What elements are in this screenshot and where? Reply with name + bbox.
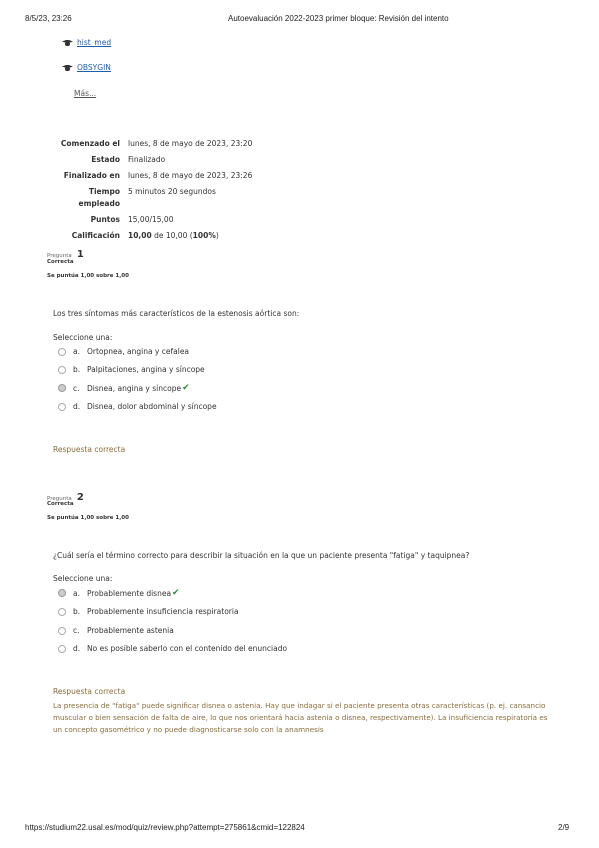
print-page-number: 2/9 [558,823,570,832]
option-text: Palpitaciones, angina y síncope [87,365,205,374]
answer-option[interactable] [58,365,205,374]
option-letter: d. [73,402,81,411]
option-letter: c. [73,383,80,393]
option-text: Probablemente insuficiencia respiratoria [87,607,239,616]
answer-option[interactable] [58,347,189,356]
radio-button[interactable] [58,608,66,616]
summary-label: Tiempo empleado [78,187,120,208]
option-letter: b. [73,607,81,616]
feedback-explanation: La presencia de "fatiga" puede significar disnea o astenia. Hay que indagar si el paciente presenta otras características (p. ej. cansancio muscular o bien sensación de falta de aire, lo que nos orientará hacia astenia o disnea, respectivamente). La insuficiencia respiratoria es un concepto gasométrico y no puede diagnosticarse solo con la anamnesis [53,701,548,734]
summary-value: lunes, 8 de mayo de 2023, 23:20 [128,139,253,148]
summary-label: Estado [91,155,120,164]
summary-row-grade [56,228,252,244]
grade-end: ) [215,231,219,240]
grade-percent: 100% [192,231,216,240]
radio-button[interactable] [58,645,66,653]
option-letter: a. [73,588,80,598]
checkmark-icon: ✔ [182,383,190,393]
summary-value: Finalizado [128,155,166,164]
summary-label: Comenzado el [60,139,120,148]
print-url: https://studium22.usal.es/mod/quiz/review.php?attempt=275861&cmid=122824 [25,823,305,832]
summary-label: Finalizado en [63,171,120,180]
summary-value: 15,00/15,00 [128,215,174,224]
summary-label: Calificación [71,231,120,240]
question-state: Correcta [47,259,74,265]
option-text: Probablemente disnea [87,588,172,598]
question-score: Se puntúa 1,00 sobre 1,00 [47,515,129,521]
grade-mid: de 10,00 ( [151,231,193,240]
question-label: Pregunta [47,496,72,502]
select-prompt: Seleccione una: [53,333,113,342]
grade-value: 10,00 [128,231,152,240]
option-letter: d. [73,644,81,653]
print-page-title: Autoevaluación 2022-2023 primer bloque: Revisión del intento [228,14,449,23]
radio-button[interactable] [58,403,66,411]
question-number: 2 [76,492,84,503]
radio-button[interactable] [58,627,66,635]
answer-option[interactable] [58,626,174,635]
graduation-cap-icon [62,64,73,72]
answer-option-selected[interactable] [58,588,180,598]
feedback-text: Respuesta correcta [53,687,126,696]
question-state: Correcta [47,501,74,507]
summary-row-time [56,184,252,212]
summary-row-points [56,212,252,228]
nav-link-label: hist_med [77,38,112,47]
attempt-summary-table [56,136,252,244]
summary-row-state [56,152,252,168]
graduation-cap-icon [62,39,73,47]
more-link[interactable]: Más... [74,89,97,98]
summary-value: 5 minutos 20 segundos [128,187,216,196]
option-letter: c. [73,626,80,635]
radio-button[interactable] [58,366,66,374]
radio-button-selected[interactable] [58,384,66,392]
answer-option[interactable] [58,644,287,653]
radio-button[interactable] [58,348,66,356]
question-number: 1 [76,249,84,260]
option-text: Probablemente astenia [87,626,174,635]
answer-option[interactable] [58,607,239,616]
question-text: ¿Cuál sería el término correcto para describir la situación en la que un paciente presenta "fatiga" y taquipnea? [53,551,470,560]
question-score: Se puntúa 1,00 sobre 1,00 [47,273,129,279]
question-text: Los tres síntomas más característicos de la estenosis aórtica son: [53,309,300,318]
summary-label: Puntos [90,215,120,224]
option-text: No es posible saberlo con el contenido del enunciado [87,644,288,653]
nav-link-obsygin[interactable] [62,63,111,72]
print-datetime: 8/5/23, 23:26 [25,14,72,23]
summary-row-started [56,136,252,152]
option-text: Disnea, angina y síncope [87,383,182,393]
checkmark-icon: ✔ [172,588,180,598]
option-letter: b. [73,365,81,374]
summary-row-finished [56,168,252,184]
option-letter: a. [73,347,80,356]
feedback-text: Respuesta correcta [53,445,126,454]
radio-button-selected[interactable] [58,589,66,597]
summary-value: lunes, 8 de mayo de 2023, 23:26 [128,171,253,180]
answer-option[interactable] [58,402,217,411]
nav-link-hist-med[interactable] [62,38,111,47]
option-text: Disnea, dolor abdominal y síncope [87,402,217,411]
select-prompt: Seleccione una: [53,574,113,583]
nav-link-label: OBSYGIN [77,63,111,72]
question-label: Pregunta [47,253,72,259]
summary-value [128,228,252,244]
answer-option-selected[interactable] [58,383,190,393]
option-text: Ortopnea, angina y cefalea [87,347,190,356]
